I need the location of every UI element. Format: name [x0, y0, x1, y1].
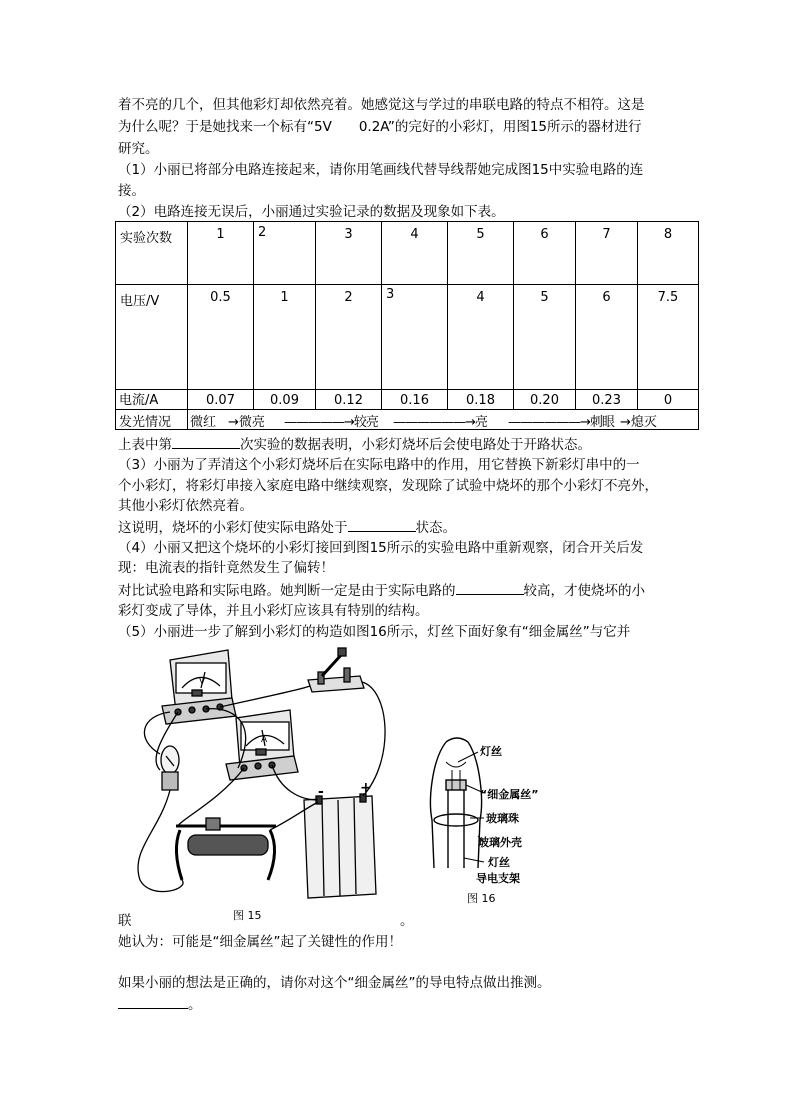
answer-blank[interactable]	[118, 994, 188, 1009]
text-fragment: 较高，才使烧坏的小	[523, 583, 645, 599]
question-2: （2）电路连接无误后，小丽通过实验记录的数据及现象如下表。	[118, 204, 505, 220]
current-value: 0.20	[530, 393, 559, 408]
voltage-value: 2	[344, 290, 353, 305]
voltmeter	[162, 650, 236, 724]
label-filament-2: 灯丝	[488, 856, 510, 869]
trial-number: 3	[344, 227, 353, 242]
figure-15-caption: 图 15	[233, 909, 262, 922]
question-1: （1）小丽已将部分电路连接起来，请你用笔画线代替导线帮她完成图15中实验电路的连	[118, 162, 644, 178]
text-fragment: 联	[118, 913, 132, 929]
text-line: 彩灯变成了导体，并且小彩灯应该具有特别的结构。	[118, 603, 429, 619]
current-value: 0.07	[206, 393, 235, 408]
text-line	[118, 911, 132, 931]
current-value: 0.23	[592, 393, 621, 408]
row-label: 电压/V	[120, 294, 160, 309]
small-lamp	[161, 746, 179, 790]
row-label: 电流/A	[119, 393, 159, 408]
text-fragment: 次实验的数据表明，小彩灯烧坏后会使电路处于开路状态。	[240, 437, 591, 453]
trial-number: 6	[540, 227, 549, 242]
current-value: 0	[663, 393, 673, 408]
glow-stage: →熄灭	[620, 415, 657, 430]
text-line: 为什么呢？于是她找来一个标有“5V 0.2A”的完好的小彩灯，用图15所示的器材进行	[118, 119, 642, 135]
figure-16	[431, 738, 484, 868]
trial-number: 2	[258, 225, 267, 240]
current-value: 0.09	[270, 393, 299, 408]
text-fragment: 对比试验电路和实际电路。她判断一定是由于实际电路的	[118, 583, 456, 599]
figure-15	[138, 648, 385, 898]
battery-pack	[304, 794, 376, 898]
battery-plus-label: +	[360, 780, 372, 796]
trial-number: 5	[476, 227, 485, 242]
label-support: 导电支架	[476, 872, 520, 885]
label-metal-wire: “细金属丝”	[480, 788, 539, 801]
glow-stage: —————→较亮	[284, 415, 378, 430]
ammeter	[226, 710, 298, 780]
ammeter-letter: A	[261, 735, 268, 745]
text-line: 如果小丽的想法是正确的，请你对这个“细金属丝”的导电特点做出推测。	[118, 975, 551, 991]
voltmeter-letter: V	[199, 677, 206, 687]
row-label: 发光情况	[119, 415, 172, 430]
text-fragment: 。	[400, 913, 414, 929]
text-line: 她认为：可能是“细金属丝”起了关键性的作用！	[118, 934, 402, 950]
voltage-value: 0.5	[210, 290, 231, 305]
battery-minus-label: -	[318, 784, 324, 800]
question-3: （3）小丽为了弄清这个小彩灯烧坏后在实际电路中的作用，用它替换下新彩灯串中的一	[118, 457, 640, 473]
text-fragment: 上表中第	[118, 437, 172, 453]
label-filament: 灯丝	[480, 745, 502, 758]
text-fragment: 。	[188, 997, 202, 1013]
current-value: 0.18	[466, 393, 495, 408]
voltage-value: 4	[476, 290, 485, 305]
label-glass-bead: 玻璃珠	[486, 812, 519, 825]
sliding-rheostat	[176, 818, 276, 880]
voltage-value: 6	[602, 290, 611, 305]
trial-number: 1	[216, 227, 225, 242]
question-4: （4）小丽又把这个烧坏的小彩灯接回到图15所示的实验电路中重新观察，闭合开关后发	[118, 540, 644, 556]
text-line: 接。	[118, 183, 145, 199]
knife-switch	[308, 648, 364, 692]
text-line: 现：电流表的指针竟然发生了偏转！	[118, 560, 334, 576]
voltage-value: 7.5	[657, 290, 679, 305]
text-line: 其他小彩灯依然亮着。	[118, 498, 253, 514]
trial-number: 4	[410, 227, 419, 242]
text-line: 研究。	[118, 141, 159, 157]
figure-16-caption: 图 16	[467, 892, 496, 905]
glow-stage: →微亮	[228, 415, 265, 430]
text-line: 着不亮的几个，但其他彩灯却依然亮着。她感觉这与学过的串联电路的特点不相符。这是	[118, 97, 645, 113]
glow-stage: ——————→刺眼	[508, 415, 614, 430]
text-line: 个小彩灯，将彩灯串接入家庭电路中继续观察，发现除了试验中烧坏的那个小彩灯不亮外，	[118, 478, 658, 494]
voltage-value: 3	[386, 287, 395, 302]
current-value: 0.16	[400, 393, 429, 408]
voltage-value: 1	[280, 290, 289, 305]
label-glass-shell: 玻璃外壳	[478, 836, 522, 849]
current-value: 0.12	[334, 393, 363, 408]
trial-number: 8	[663, 227, 673, 242]
text-line	[118, 994, 202, 1015]
trial-number: 7	[602, 227, 611, 242]
glow-stage: 微红	[190, 415, 217, 430]
voltage-value: 5	[540, 290, 549, 305]
text-fragment: 状态。	[415, 520, 456, 536]
glow-stage: ——————→亮	[393, 415, 487, 430]
question-5: （5）小丽进一步了解到小彩灯的构造如图16所示，灯丝下面好象有“细金属丝”与它并	[118, 624, 631, 640]
text-fragment: 这说明，烧坏的小彩灯使实际电路处于	[118, 520, 348, 536]
row-label: 实验次数	[120, 231, 173, 246]
